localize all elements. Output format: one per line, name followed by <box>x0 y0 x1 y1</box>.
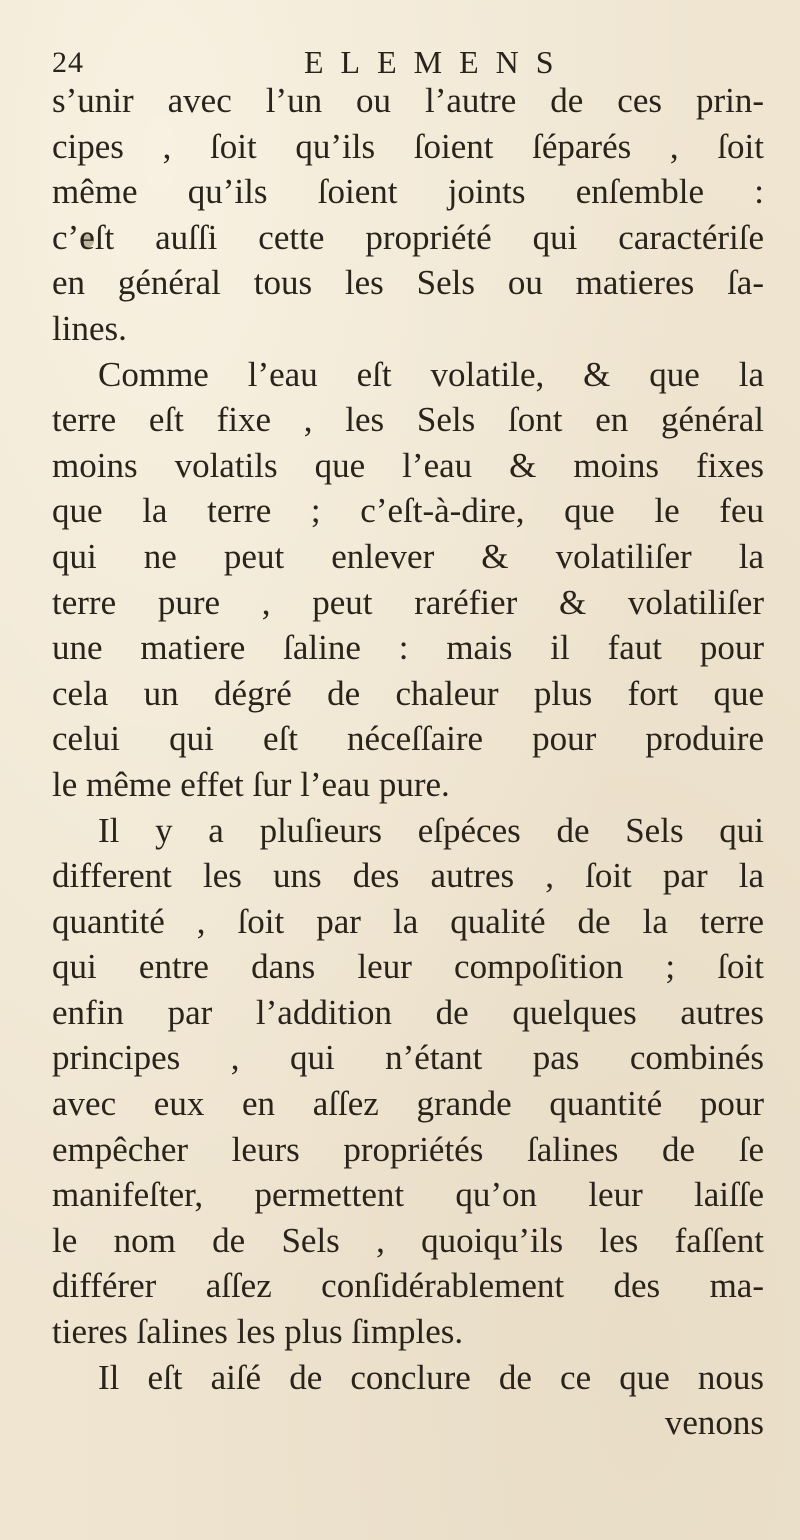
text-line: en général tous les Sels ou matieres ſa- <box>52 263 764 303</box>
text-line: le nom de Sels , quoiqu’ils les faſſent <box>52 1220 764 1260</box>
text-line: cipes , ſoit qu’ils ſoient ſéparés , ſoit <box>52 126 764 166</box>
text-line: que la terre ; c’eſt-à-dire, que le feu <box>52 491 764 531</box>
catchword: venons <box>664 1403 764 1443</box>
text-line: terre pure , peut raréfier & volatiliſer <box>52 582 764 622</box>
text-line: terre eſt fixe , les Sels ſont en général <box>52 400 764 440</box>
text-line: une matiere ſaline : mais il faut pour <box>52 628 764 668</box>
text-line: tieres ſalines les plus ſimples. <box>52 1312 464 1352</box>
page-number: 24 <box>52 46 84 79</box>
text-line: avec eux en aſſez grande quantité pour <box>52 1084 764 1124</box>
text-line: différer aſſez conſidérablement des ma- <box>52 1266 764 1306</box>
text-line: principes , qui n’étant pas combinés <box>52 1038 764 1078</box>
paragraph-start: Il eſt aiſé de conclure de ce que nous <box>98 1357 764 1397</box>
text-line: cela un dégré de chaleur plus fort que <box>52 673 764 713</box>
text-line: s’unir avec l’un ou l’autre de ces prin- <box>52 81 764 120</box>
text-line: enfin par l’addition de quelques autres <box>52 992 764 1032</box>
text-line: qui ne peut enlever & volatiliſer la <box>52 536 764 576</box>
text-line: celui qui eſt néceſſaire pour produire <box>52 719 764 759</box>
text-line: empêcher leurs propriétés ſalines de ſe <box>52 1129 764 1169</box>
text-line: même qu’ils ſoient joints enſemble : <box>52 172 764 212</box>
text-line: moins volatils que l’eau & moins fixes <box>52 445 764 485</box>
body-text <box>52 78 764 1446</box>
text-line: different les uns des autres , ſoit par la <box>52 856 764 896</box>
text-line: lines. <box>52 308 127 348</box>
paragraph-start: Comme l’eau eſt volatile, & que la <box>98 354 764 394</box>
running-head: ELEMENS <box>304 44 571 80</box>
text-line: manifeſter, permettent qu’on leur laiſſe <box>52 1175 764 1215</box>
text-line: qui entre dans leur compoſition ; ſoit <box>52 947 764 987</box>
text-line: le même effet ſur l’eau pure. <box>52 764 450 804</box>
text-line: c’eſt auſſi cette propriété qui caractériſe <box>52 217 764 257</box>
text-line: quantité , ſoit par la qualité de la terre <box>52 901 764 941</box>
paragraph-start: Il y a pluſieurs eſpéces de Sels qui <box>98 810 764 850</box>
